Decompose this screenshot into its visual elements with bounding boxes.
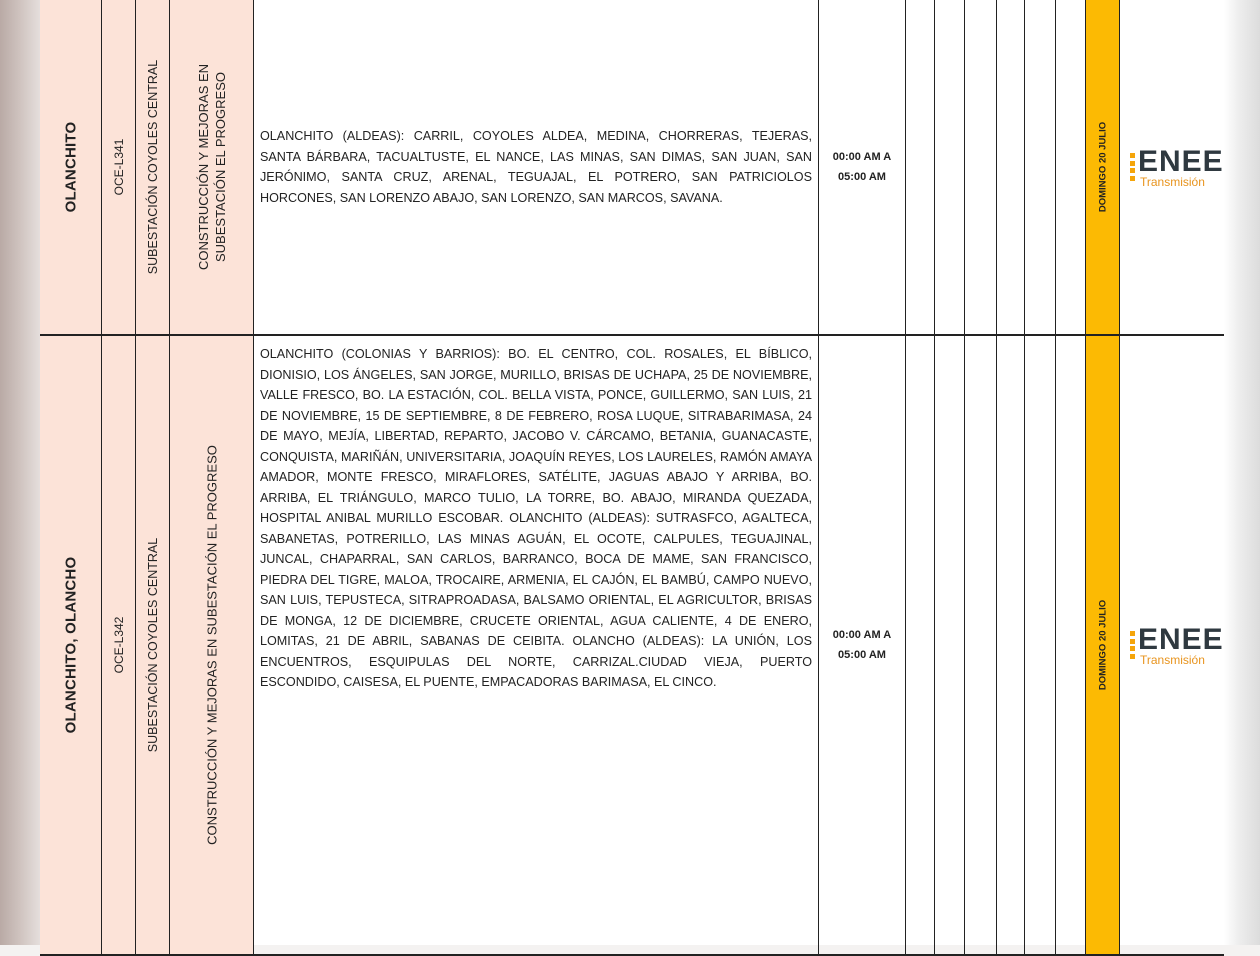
- empty-cell: [997, 336, 1025, 956]
- date-label: DOMINGO 20 JULIO: [1097, 121, 1108, 213]
- time-cell: [819, 336, 906, 956]
- empty-cell: [935, 0, 965, 336]
- enee-logo: [1130, 625, 1224, 665]
- empty-cell: [1025, 336, 1056, 956]
- outage-schedule-table: [40, 0, 1224, 945]
- date-cell: [1086, 336, 1120, 956]
- time-start: 00:00 AM A: [832, 629, 892, 641]
- location-cell: [40, 336, 102, 956]
- substation-cell: [136, 0, 170, 336]
- empty-cell: [1056, 0, 1086, 336]
- enee-logo-subtitle: Transmisión: [1140, 175, 1205, 189]
- empty-cell: [965, 336, 997, 956]
- empty-cell: [935, 336, 965, 956]
- affected-areas-cell: [254, 336, 819, 956]
- date-label: DOMINGO 20 JULIO: [1097, 599, 1108, 691]
- empty-cell: [1056, 336, 1086, 956]
- empty-cell: [1025, 0, 1056, 336]
- affected-areas-text: OLANCHITO (ALDEAS): CARRIL, COYOLES ALDEA, MEDINA, CHORRERAS, TEJERAS, SANTA BÁRBARA, TACUALTUSTE, EL NANCE, LAS MINAS, SAN DIMAS, SAN JUAN, SAN JERÓNIMO, SANTA CRUZ, ARENAL, TEGUAJAL, EL POTRERO, SAN PATRICIOLOS HORCONES, SAN LORENZO ABAJO, SAN LORENZO, SAN MARCOS, SAVANA.: [260, 129, 812, 205]
- work-description: CONSTRUCCIÓN Y MEJORAS EN SUBESTACIÓN EL PROGRESO: [204, 445, 219, 845]
- empty-cell: [965, 0, 997, 336]
- enee-logo-mark: [1130, 631, 1135, 659]
- work-line-2: SUBESTACIÓN EL PROGRESO: [212, 72, 228, 263]
- logo-cell: [1120, 0, 1224, 336]
- substation-name: SUBESTACIÓN COYOLES CENTRAL: [145, 537, 160, 753]
- work-line-1: CONSTRUCCIÓN Y MEJORAS EN: [195, 63, 211, 271]
- affected-areas-text: OLANCHITO (COLONIAS Y BARRIOS): BO. EL CENTRO, COL. ROSALES, EL BÍBLICO, DIONISIO, LOS ÁNGELES, SAN JORGE, MURILLO, BRISAS DE UCHAPA, 25 DE NOVIEMBRE, VALLE FRESCO, BO. LA ESTACIÓN, COL. BELLA VISTA, PONCE, GUILLERMO, SAN LUIS, 21 DE NOVIEMBRE, 15 DE SEPTIEMBRE, 8 DE FEBRERO, ROSA LUQUE, SITRABARIMASA, 24 DE MAYO, MEJÍA, LIBERTAD, REPARTO, JACOBO V. CÁRCAMO, BETANIA, GUANACASTE, CONQUISTA, MARIÑÁN, UNIVERSITARIA, JOAQUÍN REYES, LOS LAURELES, RAMÓN AMAYA AMADOR, MONTE FRESCO, MIRAFLORES, SATÉLITE, JAGUAS ABAJO Y ARRIBA, BO. ARRIBA, EL TRIÁNGULO, MARCO TULIO, LA TORRE, BO. ABAJO, MIRANDA QUEZADA, HOSPITAL ANIBAL MURILLO ESCOBAR. OLANCHITO (ALDEAS): SUTRASFCO, AGALTECA, SABANETAS, POTRERILLO, LAS MINAS AGUÁN, EL OCOTE, CALPULES, TEGUAJINAL, JUNCAL, CHAPARRAL, SAN CARLOS, BARRANCO, BOCA DE MAME, SAN FRANCISCO, PIEDRA DEL TIGRE, MALOA, TROCAIRE, ARMENIA, EL CAJÓN, EL BAMBÚ, CAMPO NUEVO, SAN LUIS, TEPUSTECA, SITRAPROADASA, BALSAMO ORIENTAL, EL AGRICULTOR, BRISAS DE MONGA, 12 DE DICIEMBRE, CRUCETE ORIENTAL, AGUA CALIENTE, 4 DE ENERO, LOMITAS, 21 DE ABRIL, SABANAS DE CEIBITA. OLANCHO (ALDEAS): LA UNIÓN, LOS ENCUENTROS, ESQUIPULAS DEL NORTE, CARRIZAL.CIUDAD VIEJA, PUERTO ESCONDIDO, CAISESA, EL PUENTE, EMPACADORAS BARIMASA, EL CINCO.: [260, 347, 812, 689]
- substation-name: SUBESTACIÓN COYOLES CENTRAL: [145, 59, 160, 275]
- time-range: [819, 625, 905, 665]
- circuit-cell: [102, 0, 136, 336]
- logo-cell: [1120, 336, 1224, 956]
- enee-logo-name: ENEE: [1138, 623, 1224, 656]
- circuit-cell: [102, 336, 136, 956]
- work-description: [195, 64, 229, 270]
- enee-logo-subtitle: Transmisión: [1140, 653, 1205, 667]
- page-shadow-left: [0, 0, 44, 945]
- time-end: 05:00 AM: [838, 171, 886, 183]
- location-label: OLANCHITO, OLANCHO: [62, 556, 79, 734]
- date-cell: [1086, 0, 1120, 336]
- work-cell: [170, 0, 254, 336]
- circuit-code: OCE-L342: [111, 616, 126, 674]
- time-cell: [819, 0, 906, 336]
- enee-logo-mark: [1130, 153, 1135, 181]
- time-range: [819, 147, 905, 187]
- time-end: 05:00 AM: [838, 649, 886, 661]
- page-shadow-right: [1224, 0, 1260, 945]
- location-label: OLANCHITO: [62, 121, 79, 213]
- enee-logo-name: ENEE: [1138, 145, 1224, 178]
- location-cell: [40, 0, 102, 336]
- substation-cell: [136, 336, 170, 956]
- empty-cell: [997, 0, 1025, 336]
- affected-areas-cell: [254, 0, 819, 336]
- time-start: 00:00 AM A: [832, 151, 892, 163]
- work-cell: [170, 336, 254, 956]
- enee-logo: [1130, 147, 1224, 187]
- empty-cell: [906, 336, 935, 956]
- empty-cell: [906, 0, 935, 336]
- circuit-code: OCE-L341: [111, 138, 126, 196]
